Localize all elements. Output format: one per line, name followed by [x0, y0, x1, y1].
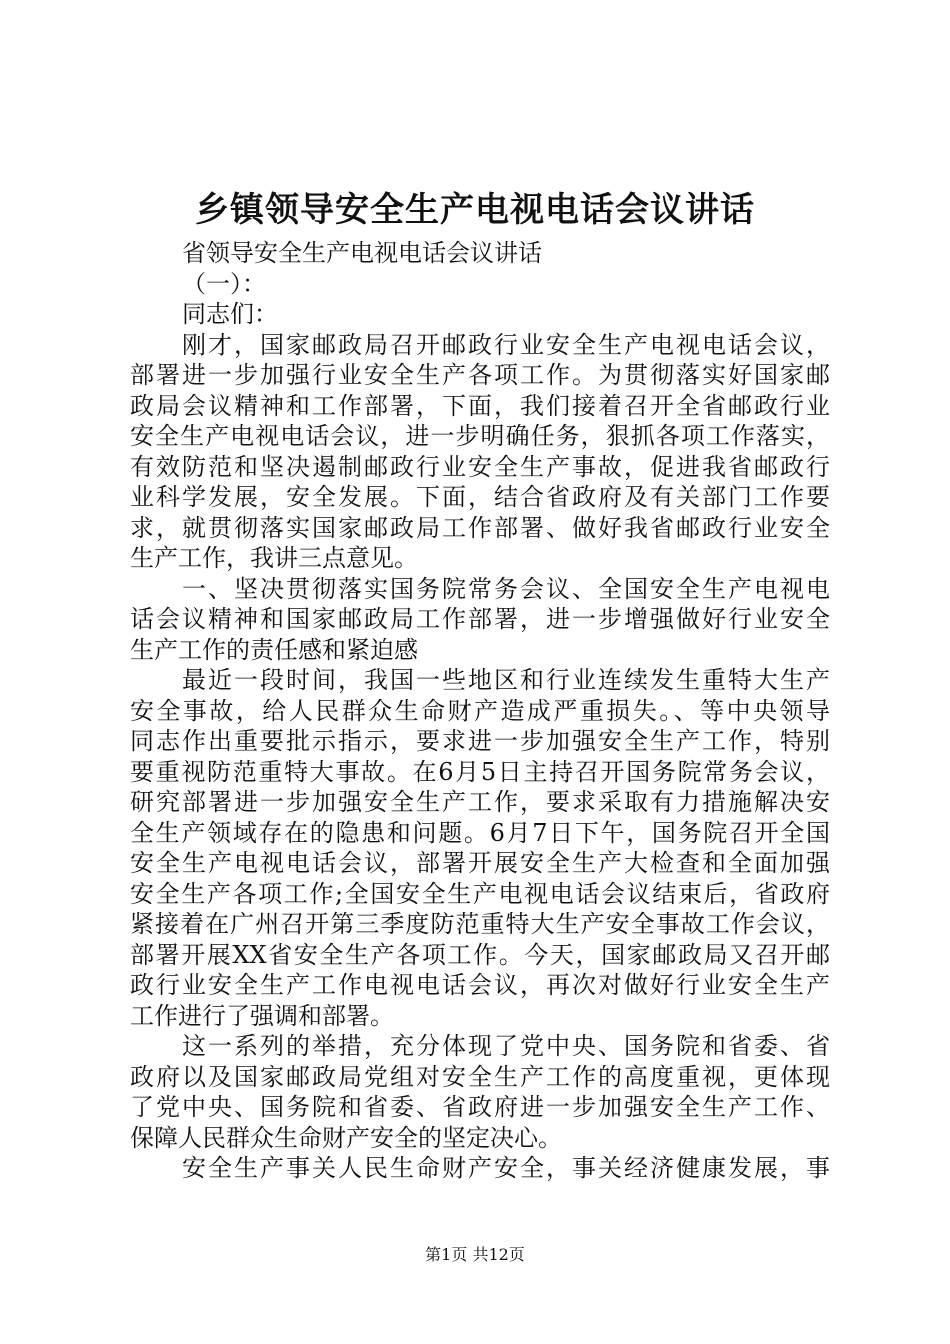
- body-line: 安全事故，给人民群众生命财产造成严重损失。、等中央领导: [130, 696, 830, 725]
- body-line: 安全生产各项工作;全国安全生产电视电话会议结束后，省政府: [130, 879, 830, 908]
- body-line: 这一系列的举措，充分体现了党中央、国务院和省委、省: [182, 1032, 830, 1060]
- document-body: [130, 238, 830, 1184]
- body-line: 一、坚决贯彻落实国务院常务会议、全国安全生产电视电: [182, 574, 830, 603]
- body-line: 政府以及国家邮政局党组对安全生产工作的高度重视，更体现: [130, 1062, 830, 1091]
- page-footer: 第1页 共12页: [425, 1245, 525, 1264]
- body-line: 安全生产事关人民生命财产安全，事关经济健康发展，事: [182, 1154, 830, 1182]
- body-line: 省领导安全生产电视电话会议讲话: [182, 239, 542, 267]
- body-line: （一）：: [182, 269, 266, 298]
- body-line: 了党中央、国务院和省委、省政府进一步加强安全生产工作、: [130, 1093, 830, 1121]
- body-line: 部署进一步加强行业安全生产各项工作。为贯彻落实好国家邮: [130, 361, 830, 389]
- body-line: 业科学发展，安全发展。下面，结合省政府及有关部门工作要: [130, 483, 830, 511]
- body-line: 安全生产电视电话会议，进一步明确任务，狠抓各项工作落实，: [130, 422, 830, 450]
- document-title: 乡镇领导安全生产电视电话会议讲话: [195, 190, 755, 230]
- body-line: 求，就贯彻落实国家邮政局工作部署、做好我省邮政行业安全: [130, 513, 830, 542]
- body-line: 政行业安全生产工作电视电话会议，再次对做好行业安全生产: [130, 971, 830, 999]
- body-line: 生产工作的责任感和紧迫感: [130, 635, 418, 664]
- body-line: 同志们：: [182, 300, 278, 328]
- body-line: 要重视防范重特大事故。在6月5日主持召开国务院常务会议，: [130, 757, 830, 786]
- body-line: 全生产领域存在的隐患和问题。6月7日下午，国务院召开全国: [130, 818, 830, 847]
- body-line: 部署开展XX省安全生产各项工作。今天，国家邮政局又召开邮: [130, 940, 830, 969]
- body-line: 政局会议精神和工作部署，下面，我们接着召开全省邮政行业: [130, 391, 830, 420]
- body-line: 话会议精神和国家邮政局工作部署，进一步增强做好行业安全: [130, 605, 830, 633]
- body-line: 紧接着在广州召开第三季度防范重特大生产安全事故工作会议，: [130, 910, 830, 938]
- body-line: 生产工作，我讲三点意见。: [130, 544, 418, 572]
- body-line: 研究部署进一步加强安全生产工作，要求采取有力措施解决安: [130, 788, 830, 816]
- body-line: 最近一段时间，我国一些地区和行业连续发生重特大生产: [182, 666, 830, 694]
- body-line: 刚才，国家邮政局召开邮政行业安全生产电视电话会议，: [182, 330, 830, 359]
- body-line: 安全生产电视电话会议，部署开展安全生产大检查和全面加强: [130, 849, 830, 877]
- body-line: 有效防范和坚决遏制邮政行业安全生产事故，促进我省邮政行: [130, 452, 830, 481]
- body-line: 同志作出重要批示指示，要求进一步加强安全生产工作，特别: [130, 727, 830, 755]
- body-line: 保障人民群众生命财产安全的坚定决心。: [130, 1123, 562, 1152]
- body-line: 工作进行了强调和部署。: [130, 1001, 394, 1030]
